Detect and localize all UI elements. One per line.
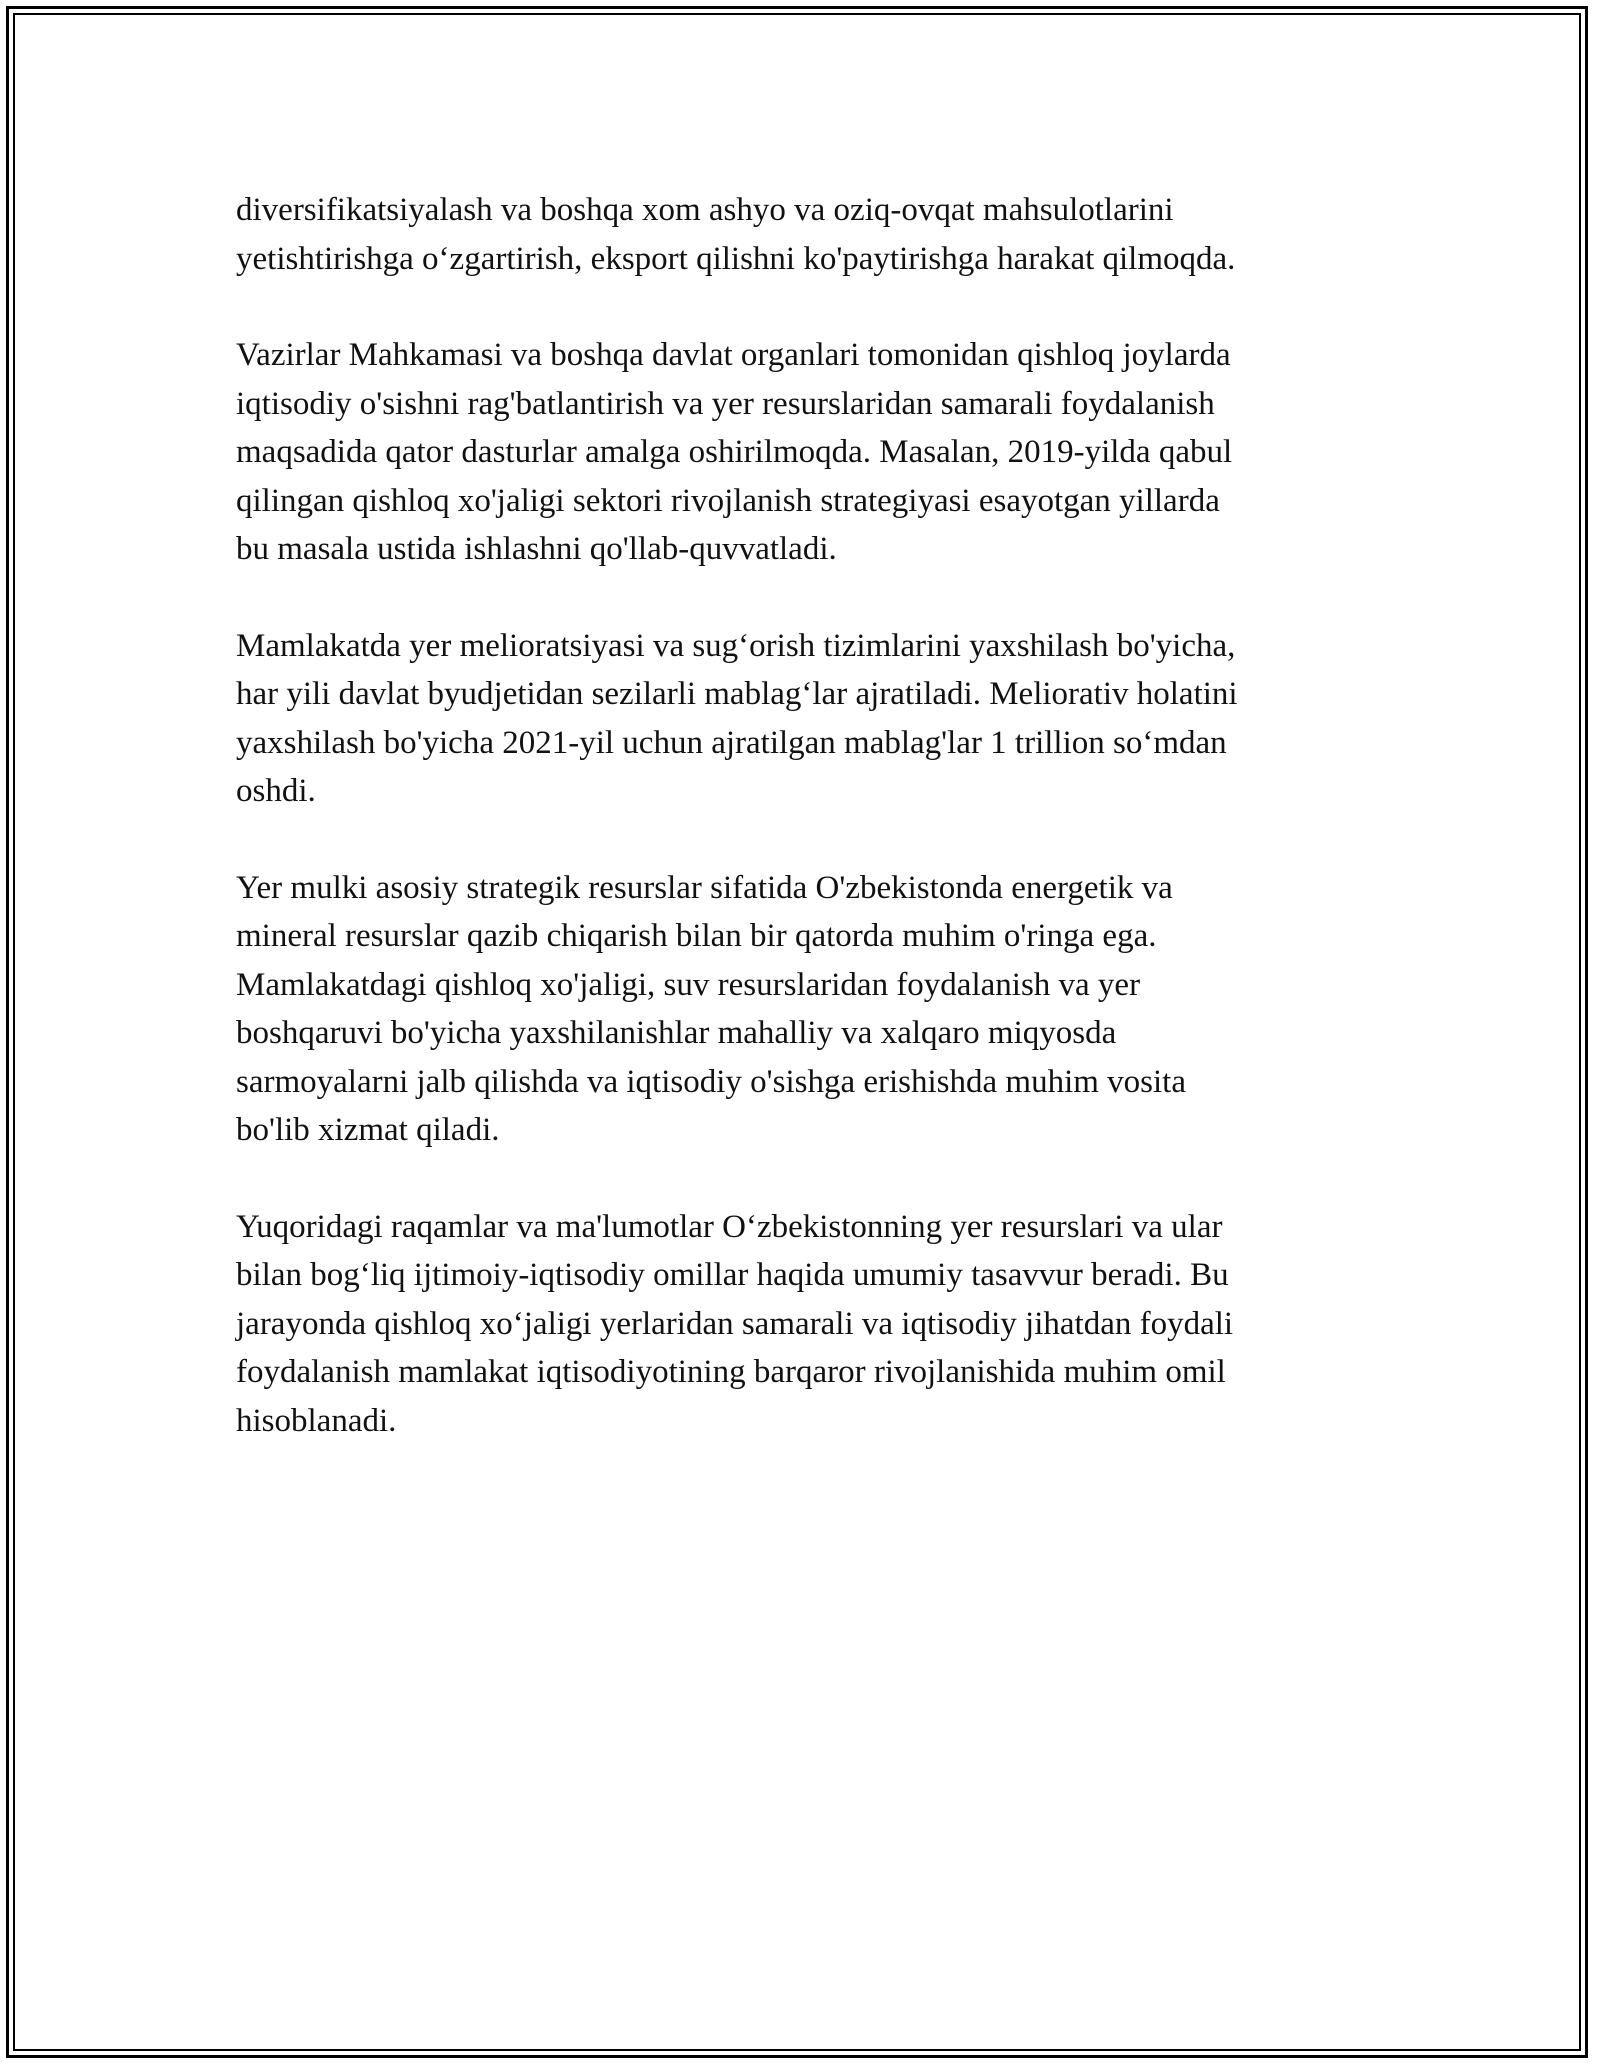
paragraph-4: Yer mulki asosiy strategik resurslar sifatida O'zbekistonda energetik va mineral resurslar qazib chiqarish bilan bir qatorda muhim o'ringa ega. Mamlakatdagi qishloq xo'jaligi, suv resurslaridan foydalanish va yer boshqaruvi bo'yicha yaxshilanishlar mahalliy va xalqaro miqyosda sarmoyalarni jalb qilishda va iqtisodiy o'sishga erishishda muhim vosita bo'lib xizmat qiladi. <box>236 869 1186 1148</box>
paragraph-2: Vazirlar Mahkamasi va boshqa davlat organlari tomonidan qishloq joylarda iqtisodiy o'sishni rag'batlantirish va yer resurslaridan samarali foydalanish maqsadida qator dasturlar amalga oshirilmoqda. Masalan, 2019-yilda qabul qilingan qishloq xo'jaligi sektori rivojlanish strategiyasi esayotgan yillarda bu masala ustida ishlashni qo'llab-quvvatladi. <box>236 337 1233 567</box>
paragraph-1: diversifikatsiyalash va boshqa xom ashyo va oziq-ovqat mahsulotlarini yetishtirishga o‘zgartirish, eksport qilishni ko'paytirishga harakat qilmoqda. <box>236 192 1236 277</box>
paragraph-3: Mamlakatda yer melioratsiyasi va sug‘orish tizimlarini yaxshilash bo'yicha, har yili davlat byudjetidan sezilarli mablag‘lar ajratiladi. Meliorativ holatini yaxshilash bo'yicha 2021-yil uchun ajratilgan mablag'lar 1 trillion so‘mdan oshdi. <box>236 627 1238 809</box>
paragraph-5: Yuqoridagi raqamlar va ma'lumotlar O‘zbekistonning yer resurslari va ular bilan bog‘liq ijtimoiy-iqtisodiy omillar haqida umumiy tasavvur beradi. Bu jarayonda qishloq xo‘jaligi yerlaridan samarali va iqtisodiy jihatdan foydali foydalanish mamlakat iqtisodiyotining barqaror rivojlanishida muhim omil hisoblanadi. <box>236 1208 1234 1439</box>
document-body <box>236 186 1366 1493</box>
